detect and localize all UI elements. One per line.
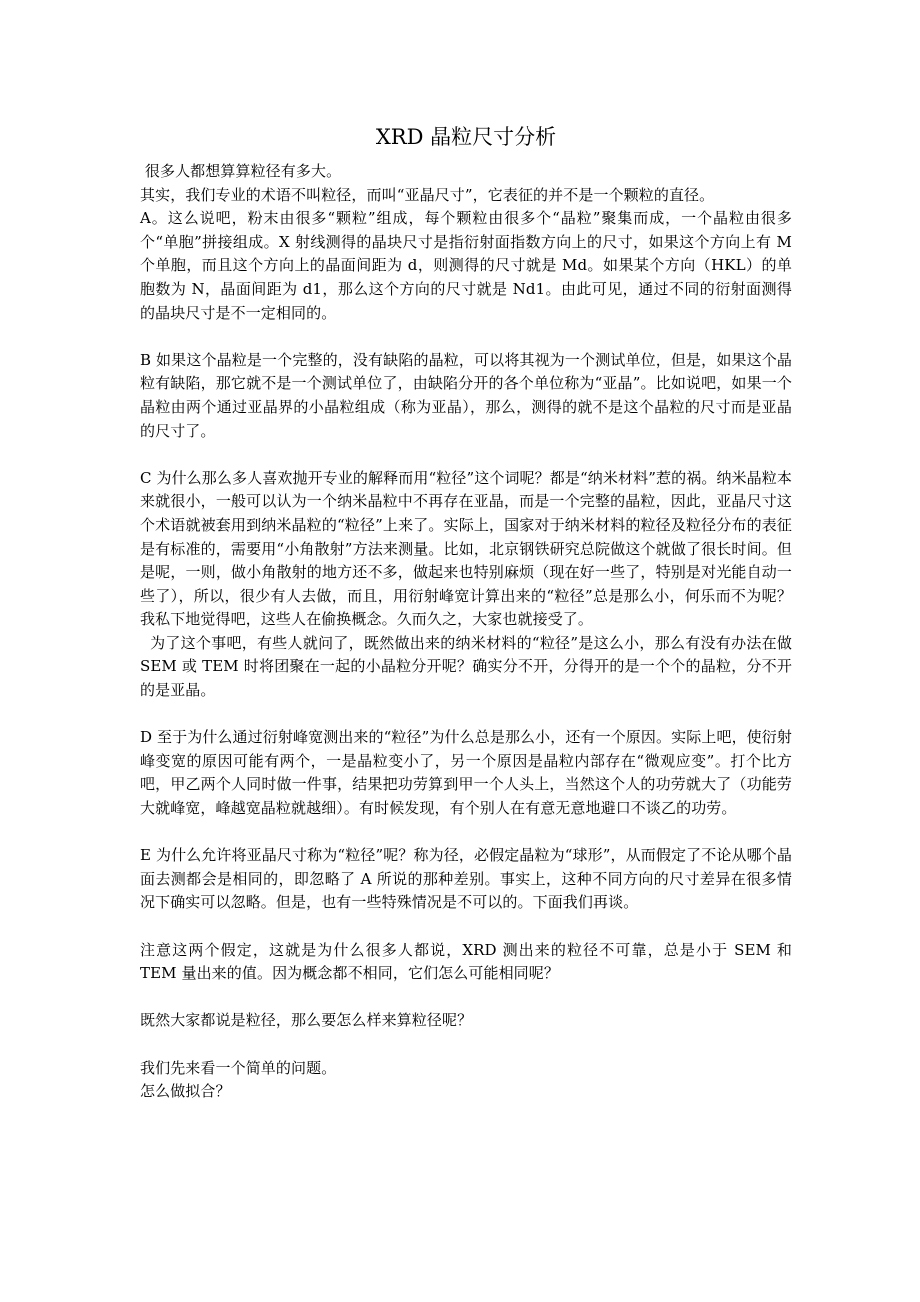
paragraph-spacer	[140, 986, 792, 1010]
paragraph-simple-problem: 我们先来看一个简单的问题。	[140, 1058, 337, 1077]
paragraph-spacer	[140, 703, 792, 727]
paragraph-note: 注意这两个假定，这就是为什么很多人都说，XRD 测出来的粒径不可靠，总是小于 SEM 和 TEM 量出来的值。因为概念都不相同，它们怎么可能相同呢？	[140, 940, 792, 983]
paragraph-fitting: 怎么做拟合？	[140, 1082, 231, 1101]
paragraph-definition: 其实，我们专业的术语不叫粒径，而叫“亚晶尺寸”，它表征的并不是一个颗粒的直径。	[140, 185, 715, 204]
paragraph-c: C 为什么那么多人喜欢抛开专业的解释而用“粒径”这个词呢？都是“纳米材料”惹的祸。纳米晶粒本来就很小，一般可以认为一个纳米晶粒中不再存在亚晶，而是一个完整的晶粒，因此，亚晶尺寸这个术语就被套用到纳米晶粒的“粒径”上来了。实际上，国家对于纳米材料的粒径及粒径分布的表征是有标准的，需要用“小角散射”方法来测量。比如，北京钢铁研究总院做这个就做了很长时间。但是呢，一则，做小角散射的地方还不多，做起来也特别麻烦（现在好一些了，特别是对光能自动一些了），所以，很少有人去做，而且，用衍射峰宽计算出来的“粒径”总是那么小，何乐而不为呢？我私下地觉得吧，这些人在偷换概念。久而久之，大家也就接受了。	[140, 468, 792, 629]
document-title: XRD 晶粒尺寸分析	[375, 125, 557, 149]
paragraph-question: 既然大家都说是粒径，那么要怎么样来算粒径呢？	[140, 1011, 473, 1030]
paragraph-e: E 为什么允许将亚晶尺寸称为“粒径”呢？称为径，必假定晶粒为“球形”，从而假定了不论从哪个晶面去测都会是相同的，即忽略了 A 所说的那种差别。事实上，这种不同方向的尺寸差异在很多情况下确实可以忽略。但是，也有一些特殊情况是不可以的。下面我们再谈。	[140, 846, 792, 912]
paragraph-c-followup: 为了这个事吧，有些人就问了，既然做出来的纳米材料的“粒径”是这么小，那么有没有办法在做 SEM 或 TEM 时将团聚在一起的小晶粒分开呢？确实分不开，分得开的是一个个的晶粒，分不开的是亚晶。	[140, 633, 797, 700]
paragraph-b: B 如果这个晶粒是一个完整的，没有缺陷的晶粒，可以将其视为一个测试单位，但是，如果这个晶粒有缺陷，那它就不是一个测试单位了，由缺陷分开的各个单位称为“亚晶”。比如说吧，如果一个晶粒由两个通过亚晶界的小晶粒组成（称为亚晶），那么，测得的就不是这个晶粒的尺寸而是亚晶的尺寸了。	[140, 350, 792, 440]
paragraph-spacer	[140, 325, 792, 349]
paragraph-d: D 至于为什么通过衍射峰宽测出来的“粒径”为什么总是那么小，还有一个原因。实际上吧，使衍射峰变宽的原因可能有两个，一是晶粒变小了，另一个原因是晶粒内部存在“微观应变”。打个比方吧，甲乙两个人同时做一件事，结果把功劳算到甲一个人头上，当然这个人的功劳就大了（功能劳大就峰宽，峰越宽晶粒就越细）。有时候发现，有个别人在有意无意地避口不谈乙的功劳。	[140, 728, 792, 818]
paragraph-intro: 很多人都想算算粒径有多大。	[140, 162, 342, 180]
paragraph-spacer	[140, 1033, 792, 1057]
paragraph-spacer	[140, 915, 792, 939]
paragraph-a: A。这么说吧，粉末由很多“颗粒”组成，每个颗粒由很多个“晶粒”聚集而成，一个晶粒由很多个“单胞”拼接组成。X 射线测得的晶块尺寸是指衍射面指数方向上的尺寸，如果这个方向上有 M 个单胞，而且这个方向上的晶面间距为 d，则测得的尺寸就是 Md。如果某个方向（HKL）的单胞数为 N，晶面间距为 d1，那么这个方向的尺寸就是 Nd1。由此可见，通过不同的衍射面测得的晶块尺寸是不一定相同的。	[140, 209, 792, 322]
document-body	[140, 160, 797, 1104]
paragraph-spacer	[140, 821, 792, 845]
paragraph-spacer	[140, 443, 792, 467]
